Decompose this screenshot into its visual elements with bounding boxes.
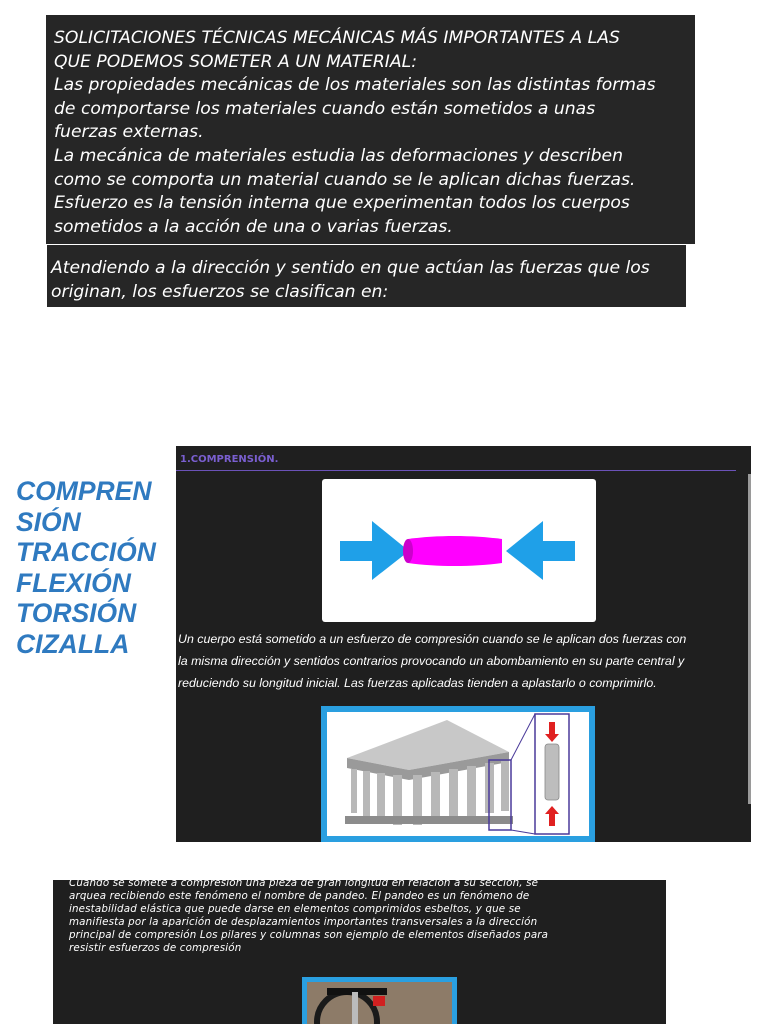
text-line: Las propiedades mecánicas de los materiales son las distintas formas (54, 75, 656, 96)
column-detail-icon (545, 744, 559, 800)
compressed-cylinder-icon (408, 536, 502, 566)
text-line: resistir esfuerzos de compresión (69, 942, 242, 954)
red-part-icon (373, 996, 385, 1006)
text-line: originan, los esfuerzos se clasifican en: (51, 281, 389, 302)
text-line: Cuando se somete a compresión una pieza de gran longitud en relación a su sección, se (69, 877, 539, 889)
stress-type-shear: CIZALLA (16, 628, 130, 659)
stress-type-compression-part1: COMPREN (16, 476, 152, 506)
compression-heading: 1.COMPRENSIÓN. (180, 454, 279, 465)
bicycle-illustration (307, 982, 452, 1024)
compression-panel (176, 446, 751, 842)
stress-type-traction: TRACCIÓN (16, 537, 156, 567)
stress-type-torsion: TORSIÓN (16, 598, 137, 628)
stress-types-list (16, 476, 176, 659)
compression-illustration (322, 479, 596, 622)
intro-box (46, 15, 695, 244)
fork-icon (352, 992, 358, 1024)
text-line: la misma dirección y sentidos contrarios provocando un abombamiento en su parte central y (178, 654, 685, 668)
text-line: como se comporta un material cuando se le aplican dichas fuerzas. (54, 169, 636, 190)
text-line: Un cuerpo está sometido a un esfuerzo de compresión cuando se le aplican dos fuerzas con (178, 632, 687, 646)
text-line: manifiesta por la aparición de desplazamientos importantes transversales a la dirección (69, 916, 538, 928)
intro-paragraph-mechanics (54, 145, 687, 192)
intro-paragraph-stress (54, 192, 687, 239)
temple-column-image (321, 706, 595, 842)
compression-diagram (322, 479, 596, 622)
text-line: Esfuerzo es la tensión interna que experimentan todos los cuerpos (54, 193, 630, 214)
intro-title-line: QUE PODEMOS SOMETER A UN MATERIAL: (54, 51, 417, 72)
text-line: fuerzas externas. (54, 122, 204, 143)
buckling-panel (53, 877, 666, 1024)
heading-divider (176, 470, 736, 471)
classification-box (47, 245, 686, 307)
stress-type-flexion: FLEXIÓN (16, 567, 131, 598)
text-line: principal de compresión Los pilares y columnas son ejemplo de elementos diseñados para (69, 929, 549, 941)
text-line: La mecánica de materiales estudia las deformaciones y describen (54, 145, 623, 166)
text-line: de comportarse los materiales cuando están sometidos a unas (54, 98, 596, 119)
temple-illustration (327, 712, 589, 836)
stress-type-compression-part2: SIÓN (16, 506, 81, 537)
text-line: reduciendo su longitud inicial. Las fuerzas aplicadas tienden a aplastarlo o comprimirlo. (178, 676, 657, 690)
text-line: arquea recibiendo este fenómeno el nombre de pandeo. El pandeo es un fenómeno de (69, 890, 530, 902)
scrollbar[interactable] (748, 474, 751, 804)
text-line: sometidos a la acción de una o varias fuerzas. (54, 216, 453, 237)
bicycle-photo (302, 977, 457, 1024)
right-arrow-icon (506, 521, 575, 580)
buckling-description (69, 877, 659, 955)
text-line: Atendiendo a la dirección y sentido en que actúan las fuerzas que los (51, 258, 650, 278)
text-line: inestabilidad elástica que puede darse en elementos comprimidos esbeltos, y que se (69, 903, 521, 915)
temple-base-icon (345, 816, 513, 824)
left-arrow-icon (340, 521, 409, 580)
compression-description (178, 628, 744, 694)
intro-title-line: SOLICITACIONES TÉCNICAS MECÁNICAS MÁS IMPORTANTES A LAS (54, 28, 620, 48)
cylinder-end-icon (403, 539, 413, 563)
intro-title (54, 27, 687, 74)
intro-paragraph-properties (54, 74, 687, 145)
